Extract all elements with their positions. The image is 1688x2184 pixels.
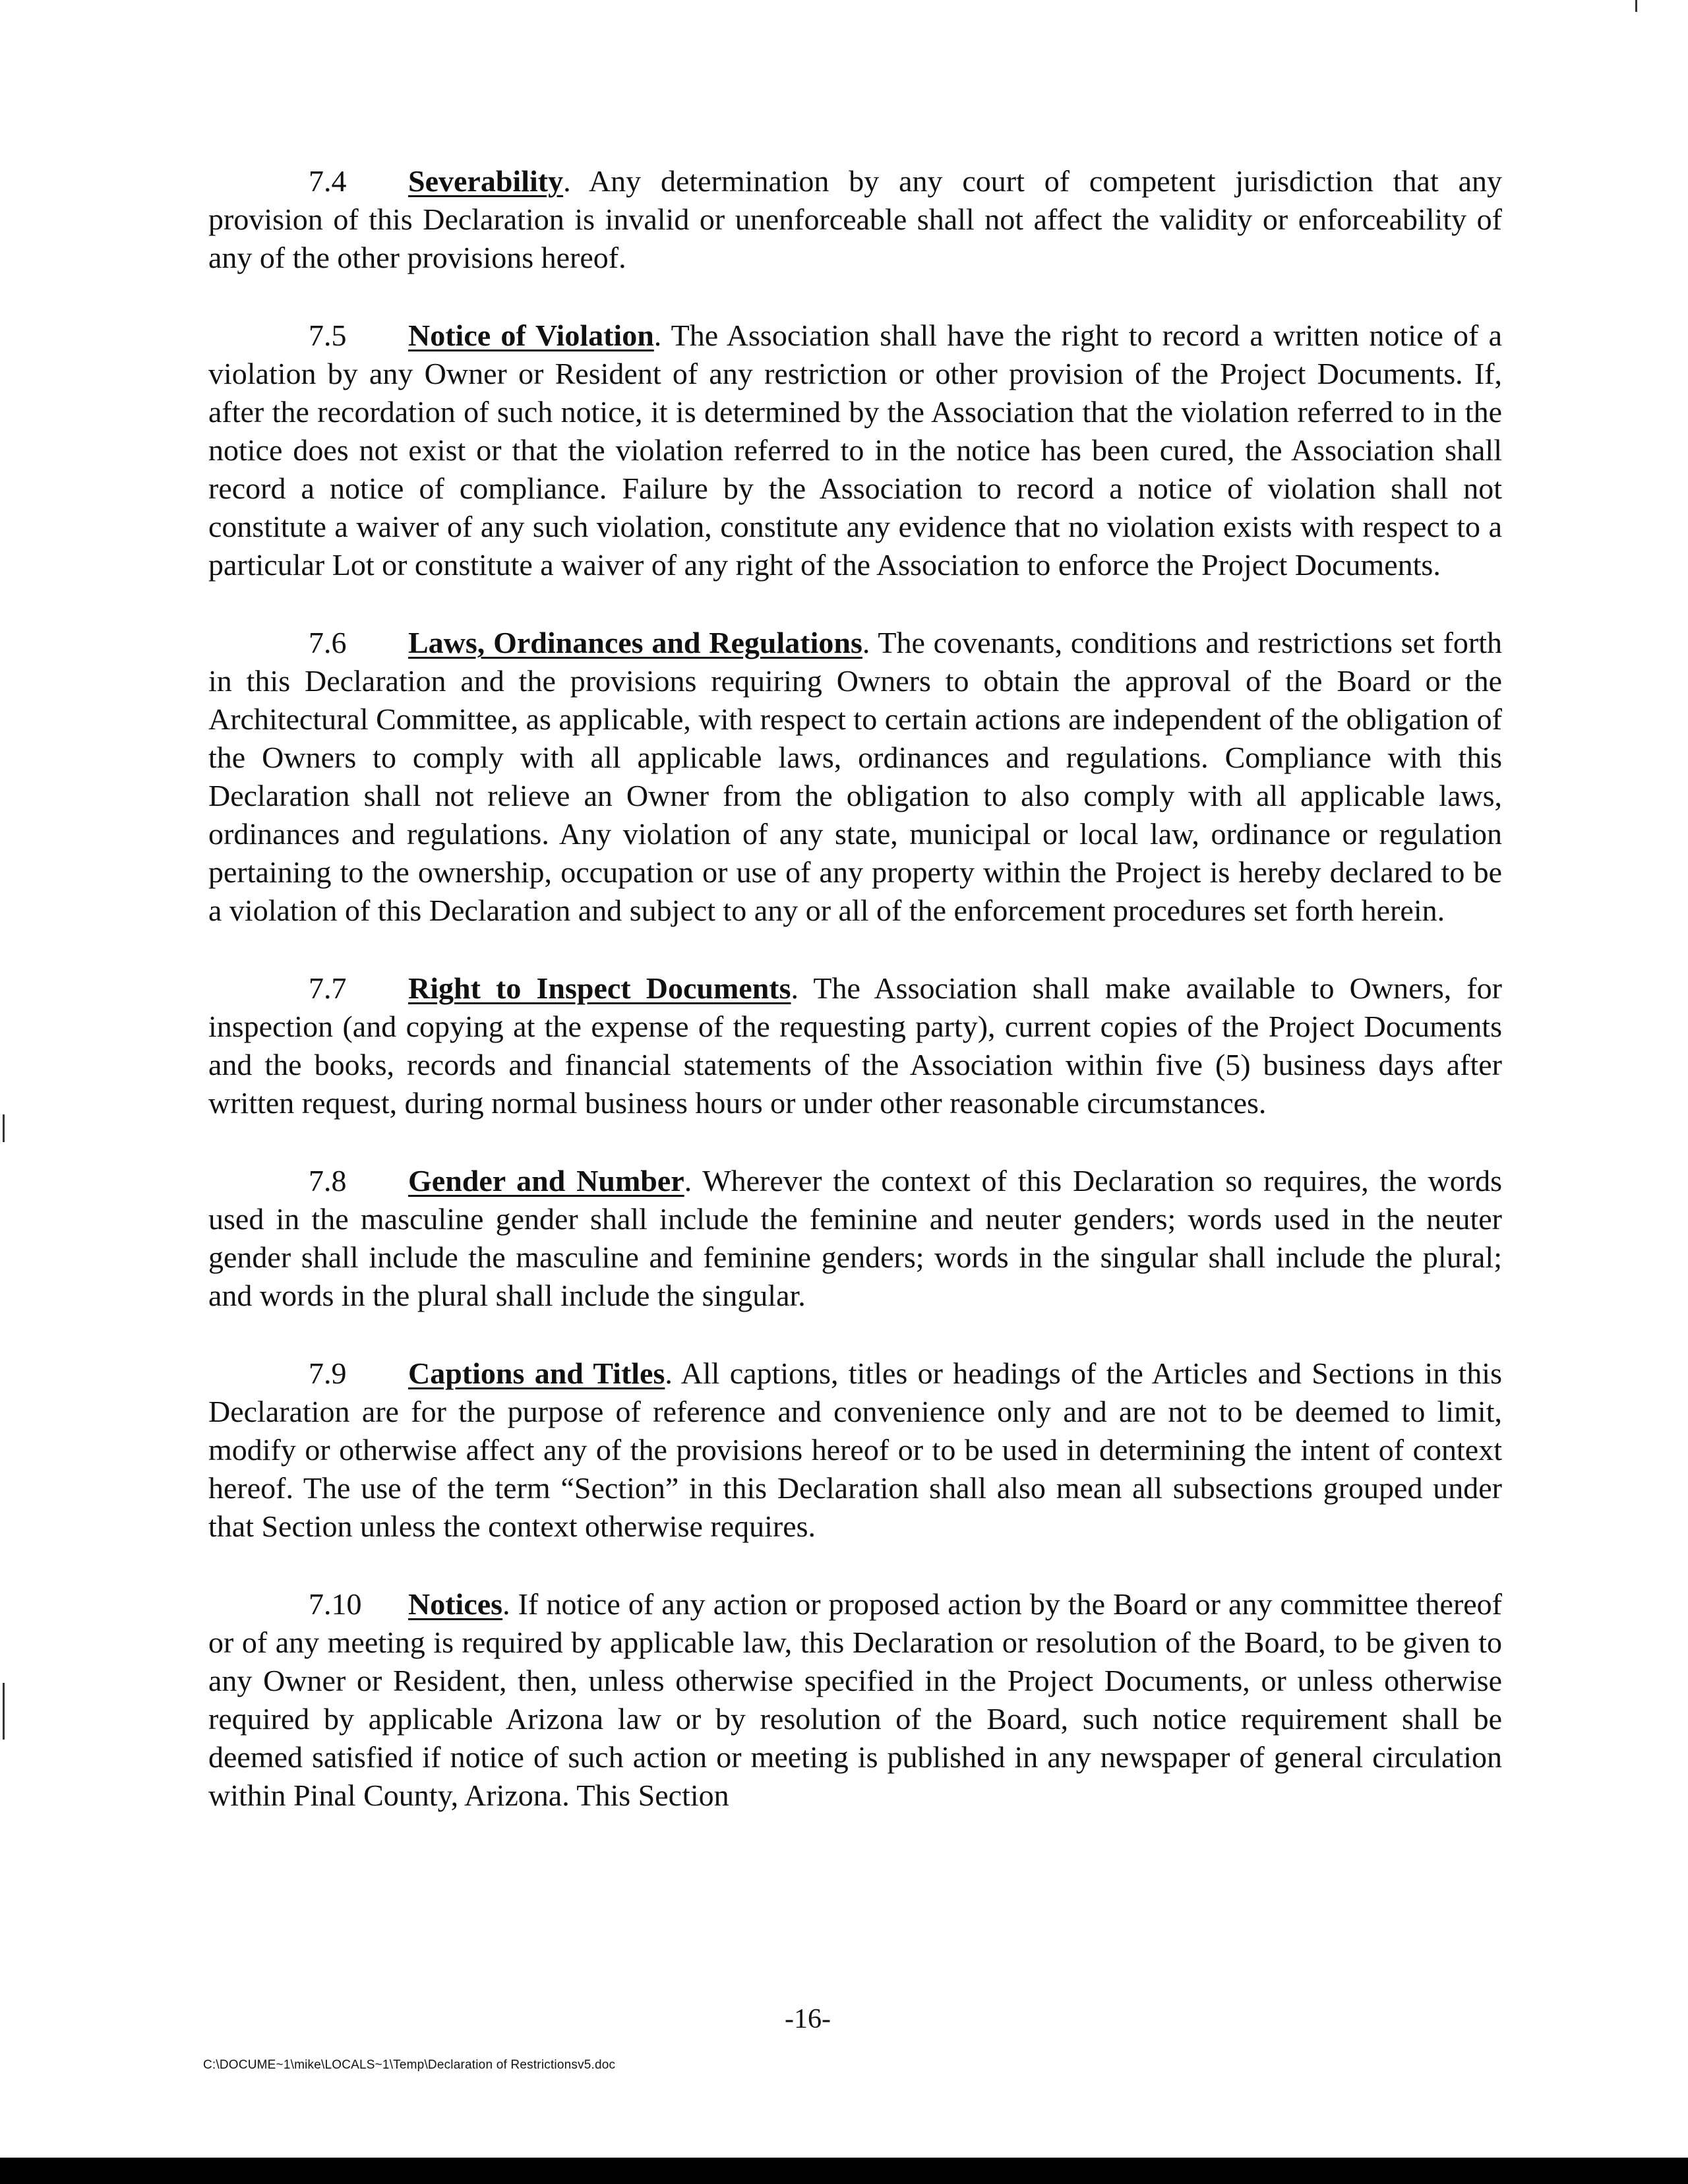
section-7-5	[208, 317, 1502, 584]
section-7-10	[208, 1585, 1502, 1815]
section-body: . All captions, titles or headings of the Articles and Sections in this Declaration are for the purpose of reference and convenience only and are not to be deemed to limit, modify or otherwise affect any of the provisions hereof or to be used in determining the intent of context hereof. The use of the term “Section” in this Declaration shall also mean all subsections grouped under that Section unless the context otherwise requires.	[208, 1356, 1502, 1543]
section-7-4	[208, 162, 1502, 277]
section-body: . Any determination by any court of competent jurisdiction that any provision of this Declaration is invalid or unenforceable shall not affect the validity or enforceability of any of the other provisions hereof.	[208, 164, 1502, 274]
section-body: . The covenants, conditions and restrictions set forth in this Declaration and the provisions requiring Owners to obtain the approval of the Board or the Architectural Committee, as applicable, with respect to certain actions are independent of the obligation of the Owners to comply with all applicable laws, ordinances and regulations. Compliance with this Declaration shall not relieve an Owner from the obligation to also comply with all applicable laws, ordinances and regulations. Any violation of any state, municipal or local law, ordinance or regulation pertaining to the ownership, occupation or use of any property within the Project is hereby declared to be a violation of this Declaration and subject to any or all of the enforcement procedures set forth herein.	[208, 626, 1503, 927]
section-number: 7.10	[309, 1587, 362, 1621]
section-body: . Wherever the context of this Declaration so requires, the words used in the masculine gender shall include the feminine and neuter genders; words used in the neuter gender shall include the masculine and feminine genders; words in the singular shall include the plural; and words in the plural shall include the singular.	[208, 1164, 1502, 1312]
section-heading: Right to Inspect Documents	[408, 971, 791, 1005]
section-7-6	[208, 624, 1502, 930]
section-7-8	[208, 1162, 1502, 1315]
section-heading: Notice of Violation	[408, 318, 654, 352]
section-heading: Notices	[408, 1587, 503, 1621]
scan-artifact-mark	[3, 1683, 5, 1740]
document-body	[208, 162, 1502, 1854]
section-heading: Gender and Number	[408, 1164, 684, 1198]
section-number: 7.6	[309, 626, 347, 659]
section-number: 7.4	[309, 164, 347, 198]
section-number: 7.8	[309, 1164, 347, 1198]
section-heading: Captions and Titles	[408, 1356, 665, 1390]
scan-artifact-mark	[3, 1114, 5, 1142]
scan-artifact-mark	[1635, 0, 1637, 12]
section-heading: Laws, Ordinances and Regulations	[408, 626, 862, 659]
section-body: . The Association shall have the right to record a written notice of a violation by any Owner or Resident of any restriction or other provision of the Project Documents. If, after the recordation of such notice, it is determined by the Association that the violation referred to in the notice does not exist or that the violation referred to in the notice has been cured, the Association shall record a notice of compliance. Failure by the Association to record a notice of violation shall not constitute a waiver of any such violation, constitute any evidence that no violation exists with respect to a particular Lot or constitute a waiver of any right of the Association to enforce the Project Documents.	[208, 318, 1502, 582]
section-number: 7.9	[309, 1356, 347, 1390]
section-body: . The Association shall make available to Owners, for inspection (and copying at the expense of the requesting party), current copies of the Project Documents and the books, records and financial statements of the Association within five (5) business days after written request, during normal business hours or under other reasonable circumstances.	[208, 971, 1502, 1120]
section-heading: Severability	[408, 164, 564, 198]
scan-bottom-border	[0, 2158, 1688, 2184]
section-body: . If notice of any action or proposed action by the Board or any committee thereof or of any meeting is required by applicable law, this Declaration or resolution of the Board, to be given to any Owner or Resident, then, unless otherwise specified in the Project Documents, or unless otherwise required by applicable Arizona law or by resolution of the Board, such notice requirement shall be deemed satisfied if notice of such action or meeting is published in any newspaper of general circulation within Pinal County, Arizona. This Section	[208, 1587, 1502, 1812]
section-number: 7.5	[309, 318, 347, 352]
section-7-9	[208, 1354, 1502, 1546]
footer-file-path: C:\DOCUME~1\mike\LOCALS~1\Temp\Declaration of Restrictionsv5.doc	[203, 2058, 616, 2072]
page-number: -16-	[785, 2004, 831, 2034]
section-number: 7.7	[309, 971, 347, 1005]
section-7-7	[208, 969, 1502, 1122]
